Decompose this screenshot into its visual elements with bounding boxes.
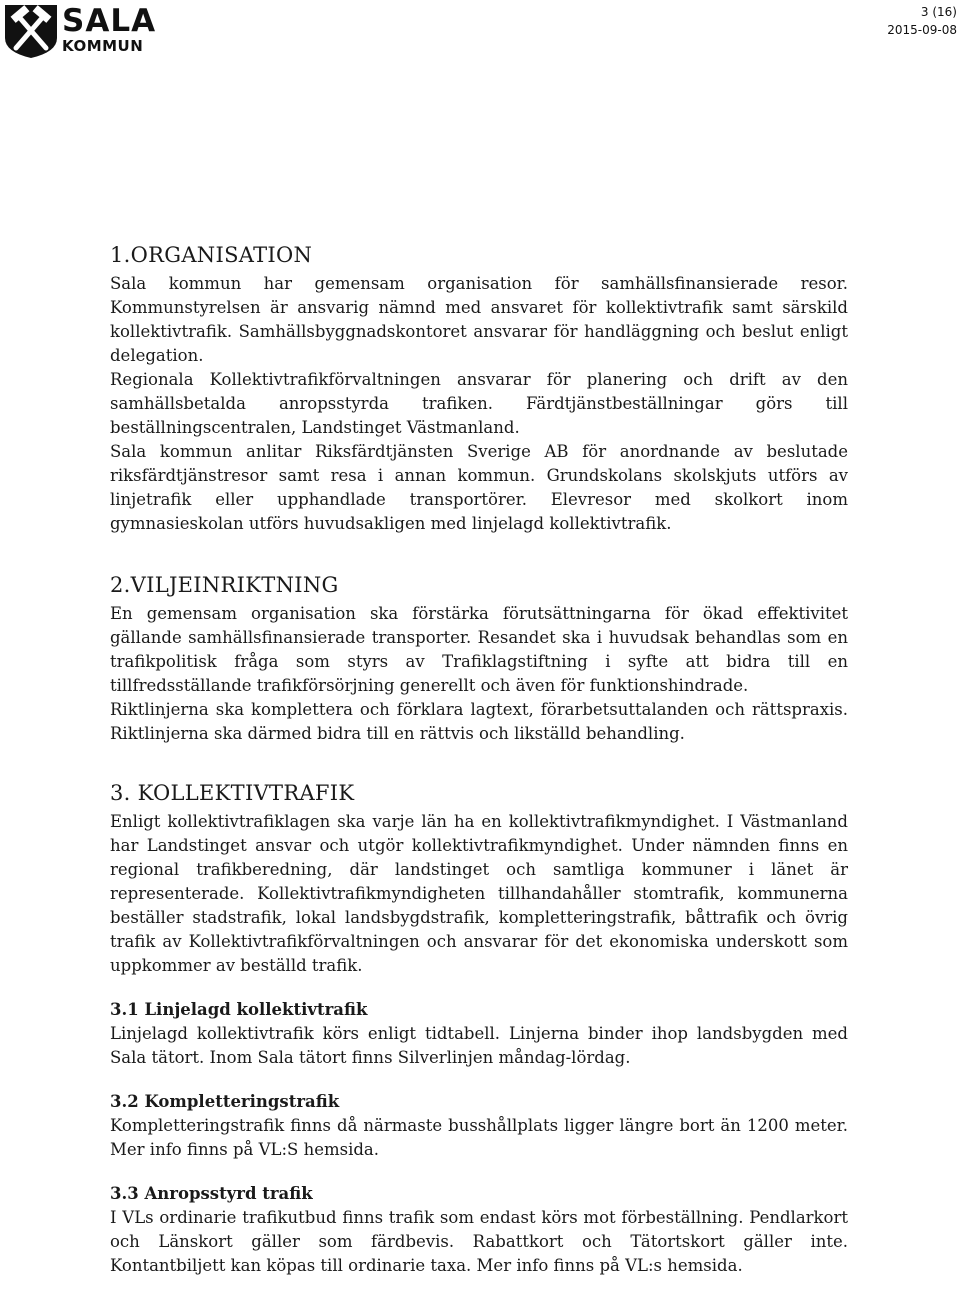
- logo-text: [62, 4, 156, 55]
- brand-name: SALA: [62, 3, 157, 39]
- viljeinriktning-paragraph-2: Riktlinjerna ska komplettera och förklara lagtext, förarbetsuttalanden och rättspraxis. Riktlinjerna ska därmed bidra till en rättvis och likställd behandling.: [110, 700, 848, 743]
- kollektivtrafik-paragraph-1: Enligt kollektivtrafiklagen ska varje län ha en kollektivtrafikmyndighet. I Västmanland har Landstinget ansvar och utgör kollektivtrafikmyndighet. Under nämnden finns en regional trafikberedning, där landstinget och samtliga kommuner i länet är representerade. Kollektivtrafikmyndigheten tillhandahåller stomtrafik, kommunerna beställer stadstrafik, lokal landsbygdstrafik, kompletteringstrafik, båttrafik och övrig trafik av Kollektivtrafikförvaltningen och ansvarar för det ekonomiska underskott som uppkommer av beställd trafik.: [110, 812, 848, 975]
- section-heading-organisation: 1.ORGANISATION: [110, 243, 313, 267]
- organisation-paragraph-3: Sala kommun anlitar Riksfärdtjänsten Sverige AB för anordnande av beslutade riksfärdtjänstresor samt resa i annan kommun. Grundskolans skolskjuts utförs av linjetrafik eller upphandlade transportörer. Elevresor med skolkort inom gymnasieskolan utförs huvudsakligen med linjelagd kollektivtrafik.: [110, 442, 848, 533]
- page-meta: [887, 3, 957, 39]
- crossed-hammers-icon: [2, 2, 60, 60]
- viljeinriktning-paragraph-1: En gemensam organisation ska förstärka förutsättningarna för ökad effektivitet gällande samhällsfinansierade transporter. Resandet ska i huvudsak behandlas som en trafikpolitisk fråga som styrs av Trafiklagstiftning i syfte att bidra till en tillfredsställande trafikförsörjning generellt och även för funktionshindrade.: [110, 604, 848, 695]
- organisation-paragraph-2: Regionala Kollektivtrafikförvaltningen ansvarar för planering och drift av den samhällsbetalda anropsstyrda trafiken. Färdtjänstbeställningar görs till beställningscentralen, Landstinget Västmanland.: [110, 370, 848, 437]
- document-date: 2015-09-08: [887, 23, 957, 37]
- page-number: 3 (16): [920, 5, 957, 19]
- subsection-heading-anropsstyrd: 3.3 Anropsstyrd trafik: [110, 1184, 313, 1203]
- document-body: [110, 240, 848, 1278]
- komplettering-paragraph-1: Kompletteringstrafik finns då närmaste busshållplats ligger längre bort än 1200 meter. Mer info finns på VL:S hemsida.: [110, 1116, 848, 1159]
- anropsstyrd-paragraph-1: I VLs ordinarie trafikutbud finns trafik som endast körs mot förbeställning. Pendlarkort och Länskort gäller som färdbevis. Rabattkort och Tätortskort gäller inte. Kontantbiljett kan köpas till ordinarie taxa. Mer info finns på VL:s hemsida.: [110, 1208, 848, 1275]
- sala-kommun-logo: [2, 2, 157, 60]
- subsection-heading-linjelagd: 3.1 Linjelagd kollektivtrafik: [110, 1000, 368, 1019]
- section-heading-viljeinriktning: 2.VILJEINRIKTNING: [110, 573, 339, 597]
- subsection-heading-komplettering: 3.2 Kompletteringstrafik: [110, 1092, 340, 1111]
- section-heading-kollektivtrafik: 3. KOLLEKTIVTRAFIK: [110, 781, 355, 805]
- brand-sub: KOMMUN: [62, 37, 144, 55]
- organisation-paragraph-1: Sala kommun har gemensam organisation för samhällsfinansierade resor. Kommunstyrelsen är ansvarig nämnd med ansvaret för kollektivtrafik samt särskild kollektivtrafik. Samhällsbyggnadskontoret ansvarar för handläggning och beslut enligt delegation.: [110, 274, 848, 365]
- linjelagd-paragraph-1: Linjelagd kollektivtrafik körs enligt tidtabell. Linjerna binder ihop landsbygden med Sala tätort. Inom Sala tätort finns Silverlinjen måndag-lördag.: [110, 1024, 848, 1067]
